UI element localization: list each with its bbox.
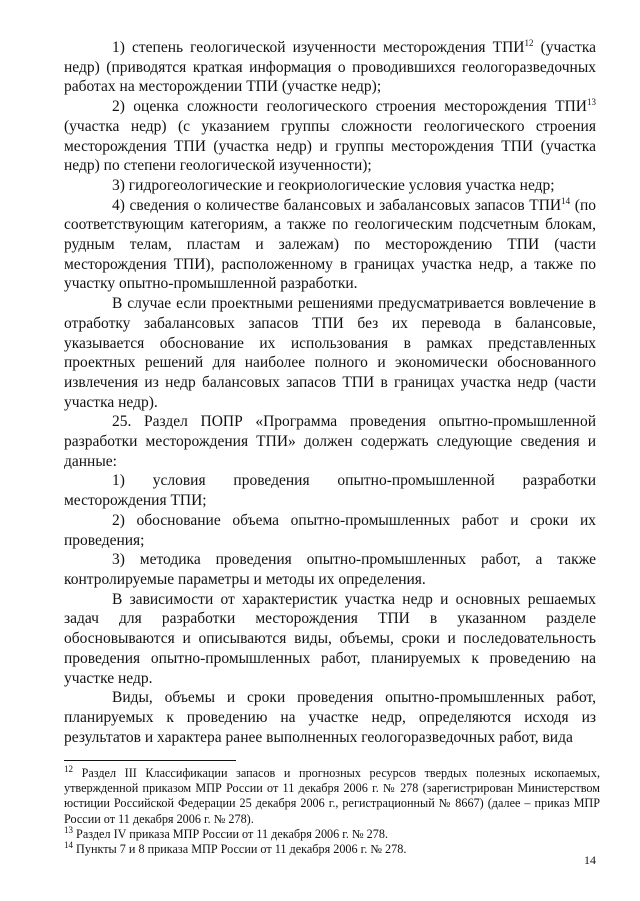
paragraph-text: 2) обоснование объема опытно-промышленных работ и сроки их проведения; [64, 511, 596, 549]
footnote-13 [64, 824, 600, 842]
footnote-12 [64, 763, 600, 827]
paragraph-item-2b [64, 511, 596, 550]
paragraph-text: 1) степень геологической изученности месторождения ТПИ [112, 39, 525, 56]
page-number: 14 [584, 853, 596, 867]
footnote-number: 13 [64, 824, 73, 835]
paragraph-item-2 [64, 97, 596, 176]
footnote-text: Пункты 7 и 8 приказа МПР России от 11 декабря 2006 г. № 278. [73, 842, 407, 857]
footnote-14 [64, 839, 600, 857]
paragraph-text: В случае если проектными решениями предусматривается вовлечение в отработку забалансовых запасов ТПИ без их перевода в балансовые, указывается обоснование их использования в рамках представленных проектных решений для наиболее полного и экономически обоснованного извлечения из недр балансовых запасов ТПИ в границах участка недр (части участка недр). [64, 295, 596, 411]
paragraph-item-4 [64, 196, 596, 295]
paragraph-text: Виды, объемы и сроки проведения опытно-промышленных работ, планируемых к проведению на участке недр, определяются исходя из результатов и характера ранее выполненных геологоразведочных работ, вида [64, 689, 596, 746]
paragraph-dependence [64, 590, 596, 689]
paragraph-item-3b [64, 550, 596, 589]
paragraph-text: В зависимости от характеристик участка недр и основных решаемых задач для разработки месторождения ТПИ в указанном разделе обосновываются и описываются виды, объемы, сроки и последовательность проведения опытно-промышленных работ, планируемых к проведению на участке недр. [64, 590, 596, 687]
paragraph-types [64, 688, 596, 747]
main-text [64, 38, 596, 747]
footnote-ref: 13 [587, 96, 596, 107]
footnote-text: Раздел III Классификации запасов и прогнозных ресурсов твердых полезных ископаемых, утвержденной приказом МПР России от 11 декабря 2006 г. № 278 (зарегистрирован Министерством юстиции Российской Федерации 25 декабря 2006 г., регистрационный № 8667) (далее – приказ МПР России от 11 декабря 2006 г. № 278). [64, 766, 600, 826]
footnote-ref: 12 [524, 37, 534, 48]
footnote-divider [64, 760, 236, 761]
footnote-number: 12 [64, 763, 73, 774]
paragraph-text-cont: (участка недр) (с указанием группы сложности геологического строения месторождения ТПИ (участка недр) и группы месторождения ТПИ (участка недр) по степени геологической изученности); [64, 117, 596, 175]
paragraph-section-25 [64, 412, 596, 471]
paragraph-item-3 [64, 176, 596, 196]
paragraph-text: 3) методика проведения опытно-промышленных работ, а также контролируемые параметры и методы их определения. [64, 551, 596, 588]
paragraph-text-cont: (участка недр) (приводятся краткая информация о проводившихся геологоразведочных работах на месторождении ТПИ (участке недр); [64, 39, 597, 96]
footnote-text: Раздел IV приказа МПР России от 11 декабря 2006 г. № 278. [73, 826, 388, 841]
paragraph-text: 25. Раздел ПОПР «Программа проведения опытно-промышленной разработки месторождения ТПИ» должен содержать следующие сведения и данные: [64, 413, 596, 470]
paragraph-text: 2) оценка сложности геологического строения месторождения ТПИ [112, 98, 587, 116]
paragraph-off-balance [64, 294, 596, 412]
footnote-number: 14 [64, 839, 73, 850]
paragraph-text: 3) гидрогеологические и геокриологические условия участка недр; [112, 176, 555, 194]
paragraph-text: 1) условия проведения опытно-промышленной разработки месторождения ТПИ; [64, 472, 596, 510]
footnote-ref: 14 [561, 195, 571, 206]
paragraph-item-1 [64, 38, 596, 97]
paragraph-text: 4) сведения о количестве балансовых и забалансовых запасов ТПИ [112, 196, 562, 214]
paragraph-item-1b [64, 471, 596, 510]
footnotes [64, 763, 600, 857]
paragraph-text-cont: (по соответствующим категориям, а также по геологическим подсчетным блокам, рудным телам, пластам и залежам) по месторождению ТПИ (части месторождения ТПИ), расположенному в границах участка недр, а также по участку опытно-промышленной разработки. [64, 196, 596, 293]
